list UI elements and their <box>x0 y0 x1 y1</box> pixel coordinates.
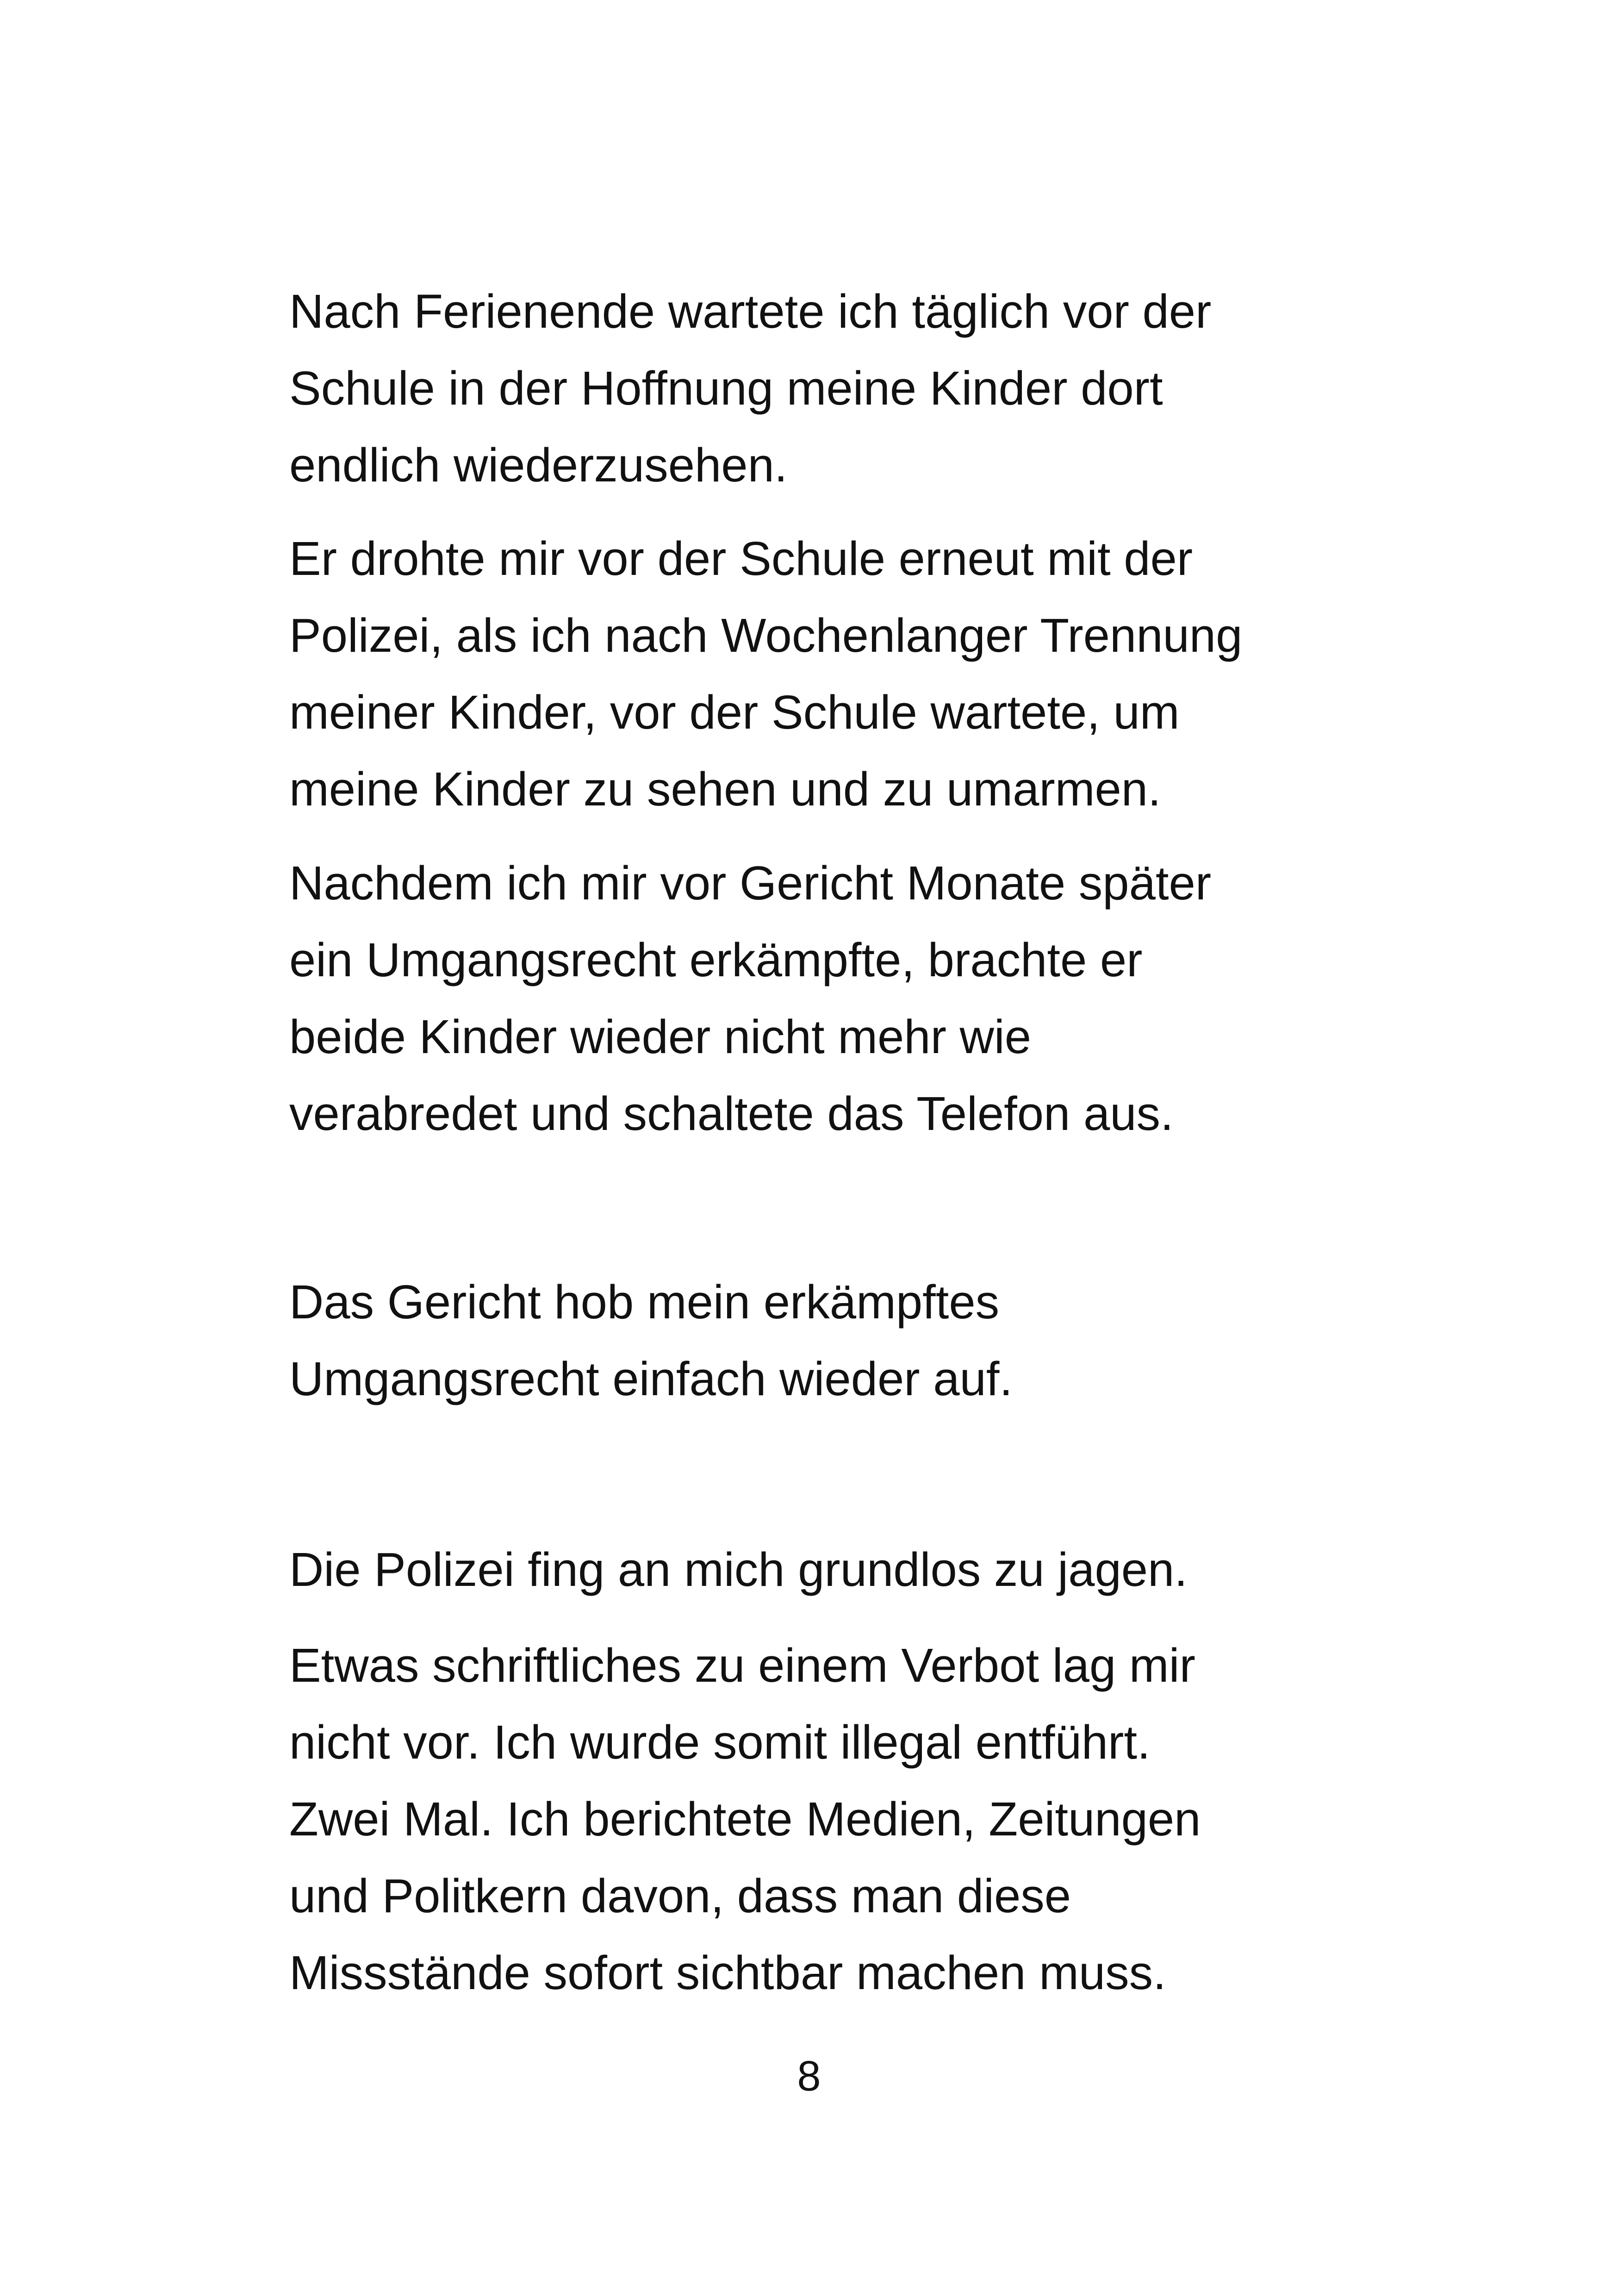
paragraph-5: Die Polizei fing an mich grundlos zu jagen. <box>289 1543 1188 1596</box>
paragraph-2: Er drohte mir vor der Schule erneut mit der Polizei, als ich nach Wochenlanger Trennung meiner Kinder, vor der Schule wartete, um meine Kinder zu sehen und zu umarmen. <box>289 532 1243 816</box>
paragraph-3: Nachdem ich mir vor Gericht Monate später ein Umgangsrecht erkämpfte, brachte er beide Kinder wieder nicht mehr wie verabredet und schaltete das Telefon aus. <box>289 856 1212 1140</box>
paragraph-1: Nach Ferienende wartete ich täglich vor der Schule in der Hoffnung meine Kinder dort endlich wiederzusehen. <box>289 285 1212 492</box>
paragraph-4: Das Gericht hob mein erkämpftes Umgangsrecht einfach wieder auf. <box>289 1275 1013 1405</box>
paragraph-6: Etwas schriftliches zu einem Verbot lag mir nicht vor. Ich wurde somit illegal entführt. Zwei Mal. Ich berichtete Medien, Zeitungen und Politkern davon, dass man diese Missstände sofort sichtbar machen muss. <box>289 1639 1201 1999</box>
page-number: 8 <box>797 2053 821 2100</box>
